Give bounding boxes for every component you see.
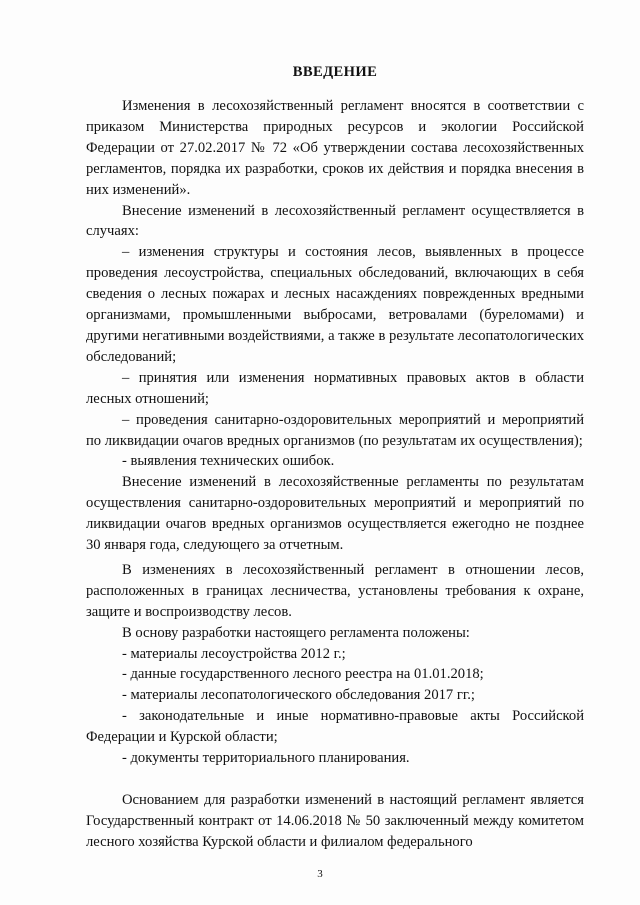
paragraph-contract: Основанием для разработки изменений в настоящий регламент является Государственный контракт от 14.06.2018 № 50 заключенный между комитетом лесного хозяйства Курской области и филиалом федерального bbox=[86, 792, 584, 850]
list-item-forest-management: - материалы лесоустройства 2012 г.; bbox=[122, 645, 346, 662]
list-item-technical-errors: - выявления технических ошибок. bbox=[122, 453, 335, 470]
page-number: 3 bbox=[317, 868, 323, 880]
paragraph-cases-intro: Внесение изменений в лесохозяйственный регламент осуществляется в случаях: bbox=[86, 202, 584, 240]
list-item-forest-registry: - данные государственного лесного реестра на 01.01.2018; bbox=[122, 666, 484, 683]
paragraph-annual-changes: Внесение изменений в лесохозяйственные регламенты по результатам осуществления санитарно-оздоровительных мероприятий и мероприятий по ликвидации очагов вредных организмов осуществляется ежегодно не позднее 30 января года, следующего за отчетным. bbox=[86, 474, 584, 554]
body-text bbox=[86, 96, 584, 853]
paragraph-basis: В основу разработки настоящего регламента положены: bbox=[122, 624, 470, 641]
list-item-forest-changes: – изменения структуры и состояния лесов, выявленных в процессе проведения лесоустройства, специальных обследований, включающих в себя сведения о лесных пожарах и лесных насаждениях поврежденных вредными организмами, промышленными выбросами, ветровалами (буреломами) и другими негативными воздействиями, а также в результате лесопатологических обследований; bbox=[86, 244, 584, 365]
list-item-pathology-survey: - материалы лесопатологического обследования 2017 гг.; bbox=[122, 687, 475, 704]
list-item-legal-acts: – принятия или изменения нормативных правовых актов в области лесных отношений; bbox=[86, 369, 584, 407]
spacer bbox=[86, 769, 584, 790]
list-item-sanitary-measures: – проведения санитарно-оздоровительных мероприятий и мероприятий по ликвидации очагов вредных организмов (по результатам их осуществления); bbox=[86, 411, 584, 449]
paragraph-requirements: В изменениях в лесохозяйственный регламент в отношении лесов, расположенных в границах лесничества, установлены требования к охране, защите и воспроизводству лесов. bbox=[86, 561, 584, 620]
paragraph-intro: Изменения в лесохозяйственный регламент вносятся в соответствии с приказом Министерства природных ресурсов и экологии Российской Федерации от 27.02.2017 № 72 «Об утверждении состава лесохозяйственных регламентов, порядка их разработки, сроков их действия и порядка внесения в них изменений». bbox=[86, 98, 584, 198]
list-item-legislation: - законодательные и иные нормативно-правовые акты Российской Федерации и Курской области; bbox=[86, 708, 584, 746]
page-heading: ВВЕДЕНИЕ bbox=[292, 64, 378, 80]
list-item-planning-docs: - документы территориального планирования. bbox=[122, 750, 410, 767]
